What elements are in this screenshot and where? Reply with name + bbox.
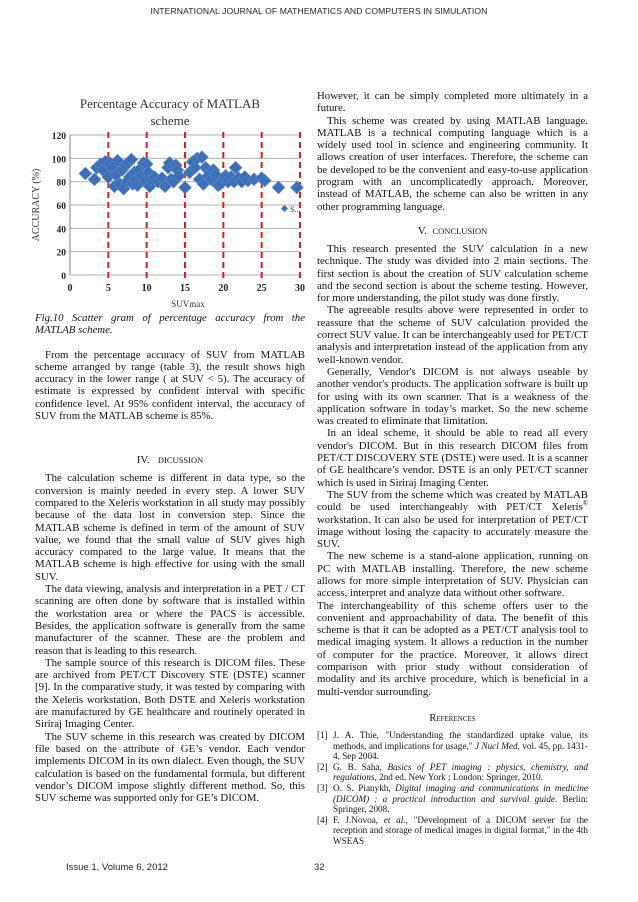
- paragraph: However, it can be simply completed more ultimately in a future.: [317, 90, 588, 115]
- paragraph: This research presented the SUV calculation in a new technique. The study was divided into 2 main sections. The first section is about the creation of SUV calculation scheme and the second section is about the scheme testing. However, for more understanding, the pilot study was done firstly.: [317, 242, 588, 305]
- section-heading-conclusion: [317, 225, 588, 238]
- x-tick-label: 0: [67, 283, 73, 294]
- paragraph: From the percentage accuracy of SUV from MATLAB scheme arranged by range (table 3), the result shows high accuracy in the lower range ( at SUV < 5). The accuracy of estimate is expressed by confident interval with specific confidence level. At 95% confident interval, the accuracy of SUV from the MATLAB scheme is 85%.: [35, 348, 305, 423]
- footer-issue: Issue 1, Volume 6, 2012: [66, 862, 168, 873]
- reference-part: O. S. Pianykh,: [333, 782, 396, 793]
- reference-italic: Digital imaging and communications in medicine (DICOM) : a practical introduction and survival guide: [333, 782, 588, 804]
- text: workstation. It can also be used for interpretation of PET/CT image without losing the capacity to accurately measure the SUV.: [317, 513, 588, 551]
- x-tick-label: 15: [180, 283, 190, 294]
- y-axis-label: ACCURACY (%): [31, 168, 42, 242]
- reference-part: J. A. Thie, "Understanding the standardized uptake value, its methods, and implications for usage,": [333, 729, 588, 751]
- paragraph: In an ideal scheme, it should be able to read all every vendor's DICOM. But in this research DICOM files from PET/CT DISCOVERY STE (DSTE) were used. It is a scanner of GE healthcare’s vendor. DSTE is an only PET/CT scanner which is used in Siriraj Imaging Center.: [317, 427, 588, 489]
- references-title: References: [429, 712, 476, 724]
- data-point: [291, 181, 304, 194]
- section-heading-discussion: [35, 454, 305, 467]
- reference-text: [333, 815, 588, 847]
- text: The SUV from the scheme which was created by MATLAB could be used interchangeably with PET/CT Xeleris: [317, 488, 588, 514]
- y-tick-label: 100: [51, 155, 66, 166]
- page-number: 32: [314, 862, 325, 873]
- left-column: [35, 312, 305, 804]
- reference-part: F. J.Novoa,: [333, 814, 384, 825]
- x-axis-label: SUVmax: [171, 299, 205, 309]
- running-header: INTERNATIONAL JOURNAL OF MATHEMATICS AND COMPUTERS IN SIMULATION: [150, 6, 488, 16]
- x-tick-label: 30: [295, 283, 305, 294]
- reference-part: , "Development of a DICOM server for the reception and storage of medical images in digital format," in the 4th WSEAS: [333, 814, 588, 846]
- x-tick-label: 10: [141, 283, 152, 294]
- reference-italic: et al.: [383, 814, 406, 825]
- paragraph: The agreeable results above were represented in order to reassure that the scheme of SUV calculation provided the correct SUV value. It can be interchangeably used for PET/CT analysis and interpretation instead of the application from any well-known vendor.: [317, 304, 588, 366]
- paragraph: The new scheme is a stand-alone application, running on PC with MATLAB installing. Therefore, the new scheme allows for more simple interpretation of SUV. Physician can access, interpret and analyze data without other software.: [317, 550, 588, 600]
- section-number: IV.: [136, 454, 150, 467]
- paragraph: The data viewing, analysis and interpretation in a PET / CT scanning are often done by software that is installed within the workstation area or where the PACS is accessible. Besides, the application software is generally from the same manufacturer of the scanner. These are the problem and reason that is leading to this research.: [35, 583, 305, 657]
- chart-title-line2: scheme: [150, 113, 190, 128]
- y-tick-label: 20: [56, 248, 66, 259]
- paragraph: The calculation scheme is different in data type, so the conversion is mainly needed in every step. A lower SUV compared to the Xeleris workstation in all study may possibly because of the data lost in conversion step. Since the MATLAB scheme is defined in term of the amount of SUV value, we found that the small value of SUV gives high accuracy compared to the large value. It means that the MATLAB scheme is high effective for using with the small SUV.: [35, 472, 305, 583]
- reference-item: [317, 762, 588, 783]
- references-heading: [317, 712, 588, 725]
- y-tick-label: 80: [56, 178, 66, 189]
- paragraph: The interchangeability of this scheme offers user to the convenient and approachability of data. The benefit of this scheme is that it can be adopted as a PET/CT analysis tool to medical imaging system. It allows a reduction in the number of computer for the practice. Moreover, it allows direct comparison with prior study without consideration of modality and its archive procedure, which is beneficial in a multi-vendor surrounding.: [317, 599, 588, 698]
- reference-item: [317, 730, 588, 762]
- reference-text: [333, 730, 588, 762]
- reference-italic: J Nucl Med,: [474, 740, 520, 751]
- reference-list: [317, 730, 588, 847]
- chart-title-line1: Percentage Accuracy of MATLAB: [79, 96, 261, 111]
- reference-item: [317, 783, 588, 815]
- reference-text: [333, 783, 588, 815]
- data-point: [272, 181, 285, 194]
- reference-italic: Basics of PET imaging : physics, chemistry, and regulations: [333, 761, 589, 783]
- reference-part: . Berlin: Springer, 2008.: [333, 793, 588, 815]
- x-tick-label: 25: [256, 283, 267, 294]
- section-number: V.: [417, 224, 427, 237]
- reference-number: [2]: [317, 761, 328, 772]
- y-tick-label: 40: [56, 225, 66, 236]
- paragraph: The sample source of this research is DICOM files. These are archived from PET/CT Discovery STE (DSTE) scanner [9]. In the comparative study, it was tested by comparing with the Xeleris workstation. Both DSTE and Xeleris workstation are manufactured by GE healthcare and routinely operated in Siriraj Imaging Center.: [35, 656, 305, 731]
- registered-mark: ®: [582, 499, 588, 508]
- paragraph: This scheme was created by using MATLAB language. MATLAB is a technical computing language which is a widely used tool in science and engineering community. It allows creation of user interfaces. Therefore, the scheme can be developed to be the convenient and easy-to-use application program with an uncomplicatedly approach. Moreover, instead of MATLAB, the scheme can also be written in any other programming language.: [317, 114, 588, 213]
- x-tick-label: 5: [105, 283, 111, 294]
- scatter-chart: [30, 84, 315, 309]
- y-tick-label: 0: [61, 272, 66, 282]
- section-title: DICUSSION: [157, 455, 204, 466]
- reference-number: [3]: [317, 782, 328, 793]
- section-title: CONCLUSION: [432, 225, 488, 236]
- legend-label: S...: [290, 205, 301, 214]
- reference-part: , 2nd ed. New York ; London: Springer, 2010.: [374, 772, 543, 783]
- figure-caption: Fig.10 Scatter gram of percentage accuracy from the MATLAB scheme.: [35, 312, 305, 337]
- right-column: [317, 90, 588, 846]
- paragraph: Generally, Vendor's DICOM is not always useable by another vendor's products. The application software is built up for using with its own scanner. That is a weakness of the application software in today’s market. So the new scheme was created to eliminate that limitation.: [317, 365, 588, 428]
- x-tick-label: 20: [218, 283, 229, 294]
- reference-text: [333, 762, 588, 783]
- paragraph: The SUV scheme in this research was created by DICOM file based on the attribute of GE’s vendor. Each vendor implements DICOM in its own dialect. Even though, the SUV calculation is based on the fundamental formula, but different vendor’s DICOM impose slightly different method. So, this SUV scheme was supported only for GE’s DICOM.: [35, 730, 305, 805]
- y-tick-label: 60: [56, 202, 66, 212]
- reference-item: [317, 815, 588, 847]
- reference-number: [1]: [317, 729, 328, 740]
- legend-marker: [281, 205, 288, 212]
- reference-part: vol. 45, pp. 1431-4, Sep 2004.: [333, 740, 588, 762]
- data-point: [179, 181, 192, 194]
- paragraph: [317, 489, 588, 550]
- reference-part: G. B. Saha,: [333, 761, 388, 772]
- y-tick-label: 120: [51, 132, 66, 142]
- reference-number: [4]: [317, 814, 328, 825]
- legend: [281, 205, 300, 214]
